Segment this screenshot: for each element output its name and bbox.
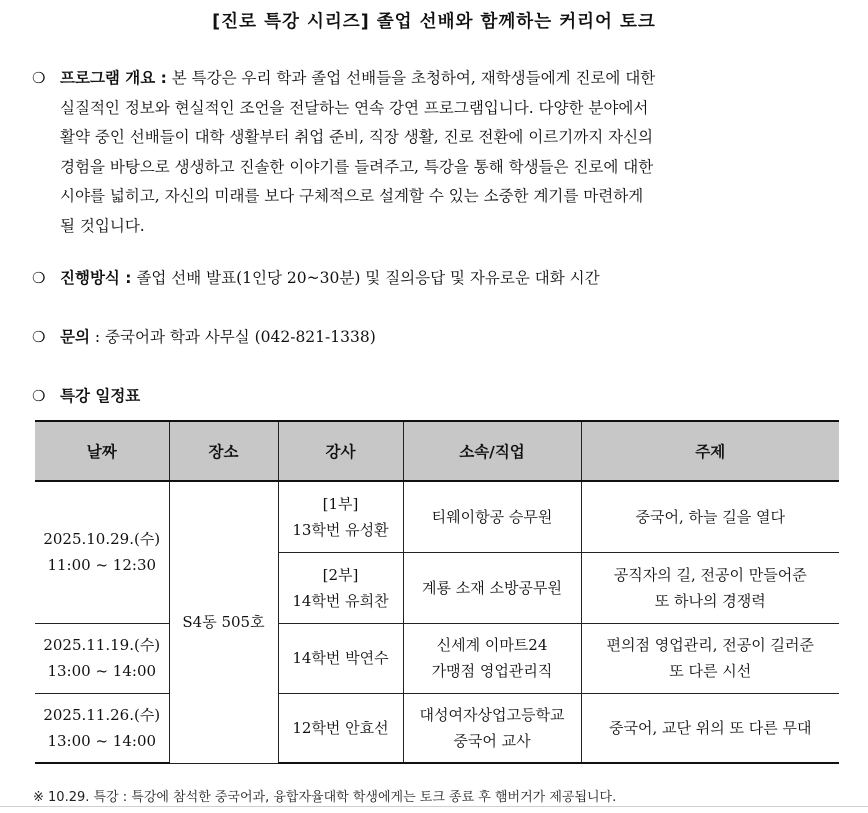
date-cell [35, 623, 169, 693]
header-topic: 주제 [581, 421, 839, 481]
job-line: 티웨이항공 승무원 [431, 507, 553, 526]
table-header-row [35, 421, 839, 481]
overview-text-line: 실질적인 정보와 현실적인 조언을 전달하는 연속 강연 프로그램입니다. 다양한 분야에서 [60, 98, 649, 117]
method-text: 졸업 선배 발표(1인당 20~30분) 및 질의응답 및 자유로운 대화 시간 [136, 269, 600, 287]
session-date: 2025.11.26.(수) [43, 705, 161, 724]
speaker-name: 13학번 유성환 [292, 520, 389, 539]
job-line: 대성여자상업고등학교 [419, 705, 565, 724]
table-row [35, 481, 839, 552]
session-date: 2025.11.19.(수) [43, 636, 161, 654]
date-cell [35, 481, 169, 623]
method-label: 진행방식 : [60, 269, 132, 287]
topic-cell [581, 623, 839, 693]
contact-section [32, 323, 802, 353]
topic-cell [581, 481, 839, 552]
contact-text: : 중국어과 학과 사무실 (042-821-1338) [94, 328, 376, 346]
job-cell [403, 693, 581, 763]
circle-bullet-icon: ❍ [32, 328, 46, 346]
overview-text-line: 경험을 바탕으로 생생하고 진솔한 이야기를 들려주고, 특강을 통해 학생들은 진로에 대한 [60, 157, 654, 176]
session-time: 13:00 ~ 14:00 [47, 662, 157, 680]
overview-text-line: 본 특강은 우리 학과 졸업 선배들을 초청하여, 재학생들에게 진로에 대한 [171, 69, 656, 87]
speaker-cell [278, 552, 403, 623]
table-row [35, 623, 839, 693]
topic-line: 중국어, 교단 위의 또 다른 무대 [609, 718, 812, 737]
topic-cell [581, 552, 839, 623]
overview-text-line: 될 것입니다. [60, 216, 145, 235]
job-line: 중국어 교사 [453, 731, 531, 750]
speaker-name: 14학번 유희찬 [292, 591, 389, 610]
session-time: 11:00 ~ 12:30 [47, 556, 157, 575]
page-title: [진로 특강 시리즈] 졸업 선배와 함께하는 커리어 토크 [212, 12, 656, 32]
job-line: 계룡 소재 소방공무원 [422, 578, 562, 597]
circle-bullet-icon: ❍ [32, 269, 46, 287]
topic-line: 중국어, 하늘 길을 열다 [635, 507, 785, 526]
place-cell: S4동 505호 [169, 481, 278, 763]
overview-text-line: 활약 중인 선배들이 대학 생활부터 취업 준비, 직장 생활, 진로 전환에 이르기까지 자신의 [60, 128, 654, 146]
footnote: ※ 10.29. 특강 : 특강에 참석한 중국어과, 융합자율대학 학생에게는 토크 종료 후 햄버거가 제공됩니다. [33, 790, 617, 805]
header-date: 날짜 [35, 421, 169, 481]
overview-section [32, 64, 802, 241]
circle-bullet-icon: ❍ [32, 387, 46, 405]
header-job: 소속/직업 [403, 421, 581, 481]
date-cell [35, 693, 169, 763]
schedule-label: 특강 일정표 [60, 387, 141, 405]
speaker-name: 14학번 박연수 [292, 649, 389, 667]
session-date: 2025.10.29.(수) [43, 530, 161, 549]
schedule-section [32, 382, 802, 412]
overview-text-line: 시야를 넓히고, 자신의 미래를 보다 구체적으로 설계할 수 있는 소중한 계기를 마련하게 [60, 187, 644, 205]
overview-label: 프로그램 개요 : [60, 69, 167, 87]
overview-line-1 [32, 64, 802, 94]
overview-paragraph [32, 94, 802, 242]
session-time: 13:00 ~ 14:00 [47, 731, 157, 750]
header-place: 장소 [169, 421, 278, 481]
bottom-divider [0, 806, 868, 807]
job-cell [403, 481, 581, 552]
speaker-cell [278, 623, 403, 693]
job-cell [403, 552, 581, 623]
job-line: 가맹점 영업관리직 [431, 662, 553, 680]
job-line: 신세계 이마트24 [436, 636, 548, 654]
circle-bullet-icon: ❍ [32, 69, 46, 87]
method-section [32, 264, 802, 294]
header-speaker: 강사 [278, 421, 403, 481]
topic-line: 또 하나의 경쟁력 [654, 591, 766, 610]
speaker-tag: [1부] [322, 494, 359, 513]
job-cell [403, 623, 581, 693]
topic-line: 또 다른 시선 [669, 662, 752, 680]
speaker-name: 12학번 안효선 [292, 718, 389, 737]
table-row [35, 693, 839, 763]
speaker-cell [278, 481, 403, 552]
topic-line: 편의점 영업관리, 전공이 길러준 [606, 636, 814, 654]
speaker-tag: [2부] [322, 565, 359, 584]
topic-cell [581, 693, 839, 763]
topic-line: 공직자의 길, 전공이 만들어준 [613, 565, 807, 584]
speaker-cell [278, 693, 403, 763]
schedule-table [35, 420, 839, 764]
contact-label: 문의 [60, 328, 90, 346]
